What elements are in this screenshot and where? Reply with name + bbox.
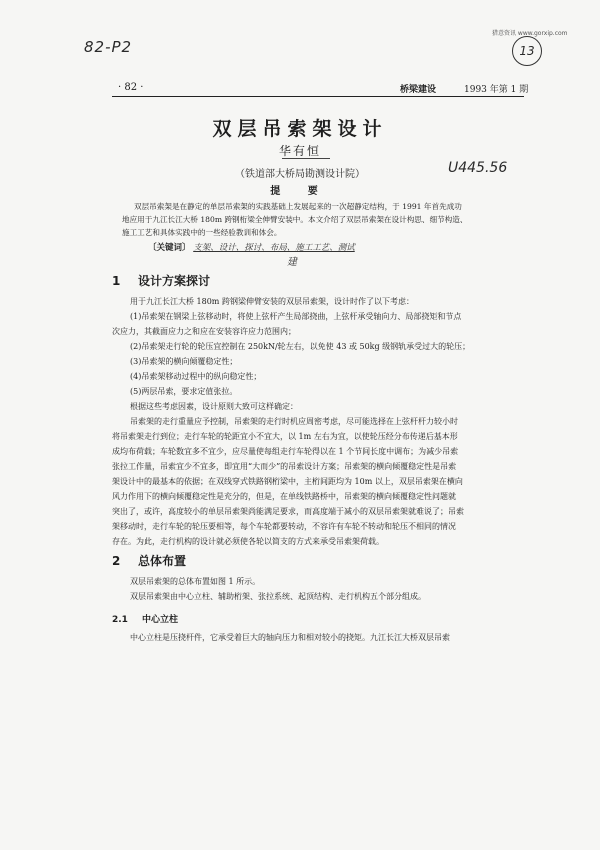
keywords-terms: 支架、设计、探讨、布局、施工工艺、测试 xyxy=(193,243,355,253)
abstract-heading: 提 要 xyxy=(270,186,330,197)
body-line: 将吊索架走行到位；走行车轮的轮距宜小不宜大，以 1m 左右为宜，以使轮压经分布传递后基本形 xyxy=(112,432,458,441)
author: 华有恒 xyxy=(278,144,321,158)
handwritten-mark: 建 xyxy=(287,257,297,268)
body-line: 架设计中的最基本的依据；在双线穿式铁路钢桁梁中，主桁间距均为 10m 以上，双层吊索架在横向 xyxy=(112,477,463,486)
body-line: 风力作用下的横向倾覆稳定性是充分的，但是，在单线铁路桥中，吊索架的横向倾覆稳定性问题就 xyxy=(112,492,456,501)
body-line: (4)吊索架移动过程中的纵向稳定性； xyxy=(130,372,262,381)
body-line: 双层吊索架由中心立柱、辅助桁架、张拉系统、起顶结构、走行机构五个部分组成。 xyxy=(130,592,426,601)
abstract-line: 施工工艺和具体实践中的一些经验教训和体会。 xyxy=(122,228,282,237)
subsection-number: 2.1 xyxy=(112,615,128,625)
body-line: 吊索架的走行重量应予控制，吊索架的走行时机应周密考虑，尽可能选择在上弦杆杆力较小时 xyxy=(130,417,458,426)
body-line: 突出了，或许，高度较小的单层吊索架尚能满足要求，而高度端于减小的双层吊索架就难说了；吊索 xyxy=(112,507,464,516)
handwritten-note-top-left: 82-P2 xyxy=(84,38,133,56)
body-line: 次应力，其截面应力之和应在安装容许应力范围内； xyxy=(112,327,296,336)
abstract-line: 地应用于九江长江大桥 180m 跨钢桁梁全伸臂安装中。本文介绍了双层吊索架在设计构思、细节构造、 xyxy=(122,215,468,224)
header-rule xyxy=(112,96,524,97)
subsection-title: 中心立柱 xyxy=(142,615,179,625)
section-title: 设计方案探讨 xyxy=(138,274,211,288)
body-line: 张拉工作量，吊索宜少不宜多，即宜用“大而少”的吊索设计方案；吊索架的横向倾覆稳定性是吊索 xyxy=(112,462,457,471)
paper-title: 双层吊索架设计 xyxy=(212,118,388,140)
body-line: 双层吊索架的总体布置如图 1 所示。 xyxy=(130,577,261,586)
body-line: (1)吊索架在钢梁上弦移动时，将使上弦杆产生局部挠曲，上弦杆承受轴向力、局部挠矩和节点 xyxy=(130,312,462,321)
section-heading xyxy=(112,552,186,569)
body-line: 用于九江长江大桥 180m 跨钢梁伸臂安装的双层吊索架，设计时作了以下考虑： xyxy=(130,297,414,306)
page-number: · 82 · xyxy=(118,82,144,93)
section-heading xyxy=(112,272,210,289)
section-number: 2 xyxy=(112,554,121,568)
body-line: 中心立柱是压挠杆件，它承受着巨大的轴向压力和相对较小的挠矩。九江长江大桥双层吊索 xyxy=(130,633,450,642)
body-line: 成均布荷载；车轮数宜多不宜少，应尽量使每组走行车轮得以在 1 个节间长度中调布；为减少吊索 xyxy=(112,447,459,456)
section-title: 总体布置 xyxy=(138,554,187,568)
affiliation: （铁道部大桥局勘测设计院） xyxy=(235,169,365,180)
handwritten-circled-number: 13 xyxy=(512,36,542,66)
section-number: 1 xyxy=(112,274,121,288)
journal-issue: 1993 年第 1 期 xyxy=(464,85,529,95)
body-line: 根据这些考虑因素，设计原则大致可这样确定： xyxy=(130,402,298,411)
body-line: (3)吊索架的横向倾覆稳定性； xyxy=(130,357,238,366)
abstract-line: 双层吊索架是在静定的单层吊索架的实践基础上发展起来的一次超静定结构，于 1991 年首先成功 xyxy=(134,202,462,211)
subsection-heading xyxy=(112,612,178,625)
author-underline xyxy=(282,158,330,159)
body-line: (5)两层吊索，要求定值张拉。 xyxy=(130,387,238,396)
body-line: 架移动时，走行车轮的轮压要相等，每个车轮都要转动，不容许有车轮不转动和轮压不相同的情况 xyxy=(112,522,456,531)
journal-name: 桥梁建设 xyxy=(400,85,437,95)
body-line: 存在。为此，走行机构的设计就必须使各轮以简支的方式来承受吊索架荷载。 xyxy=(112,537,384,546)
handwritten-classification-code: U445.56 xyxy=(448,160,508,176)
keywords-label: 〔关键词〕 xyxy=(148,243,191,253)
watermark: 猎意资讯 www.gorxip.com xyxy=(492,30,568,37)
body-line: (2)吊索架走行轮的轮压宜控制在 250kN/轮左右，以免使 43 或 50kg 级钢轨承受过大的轮压； xyxy=(130,342,471,351)
keywords xyxy=(148,241,355,253)
